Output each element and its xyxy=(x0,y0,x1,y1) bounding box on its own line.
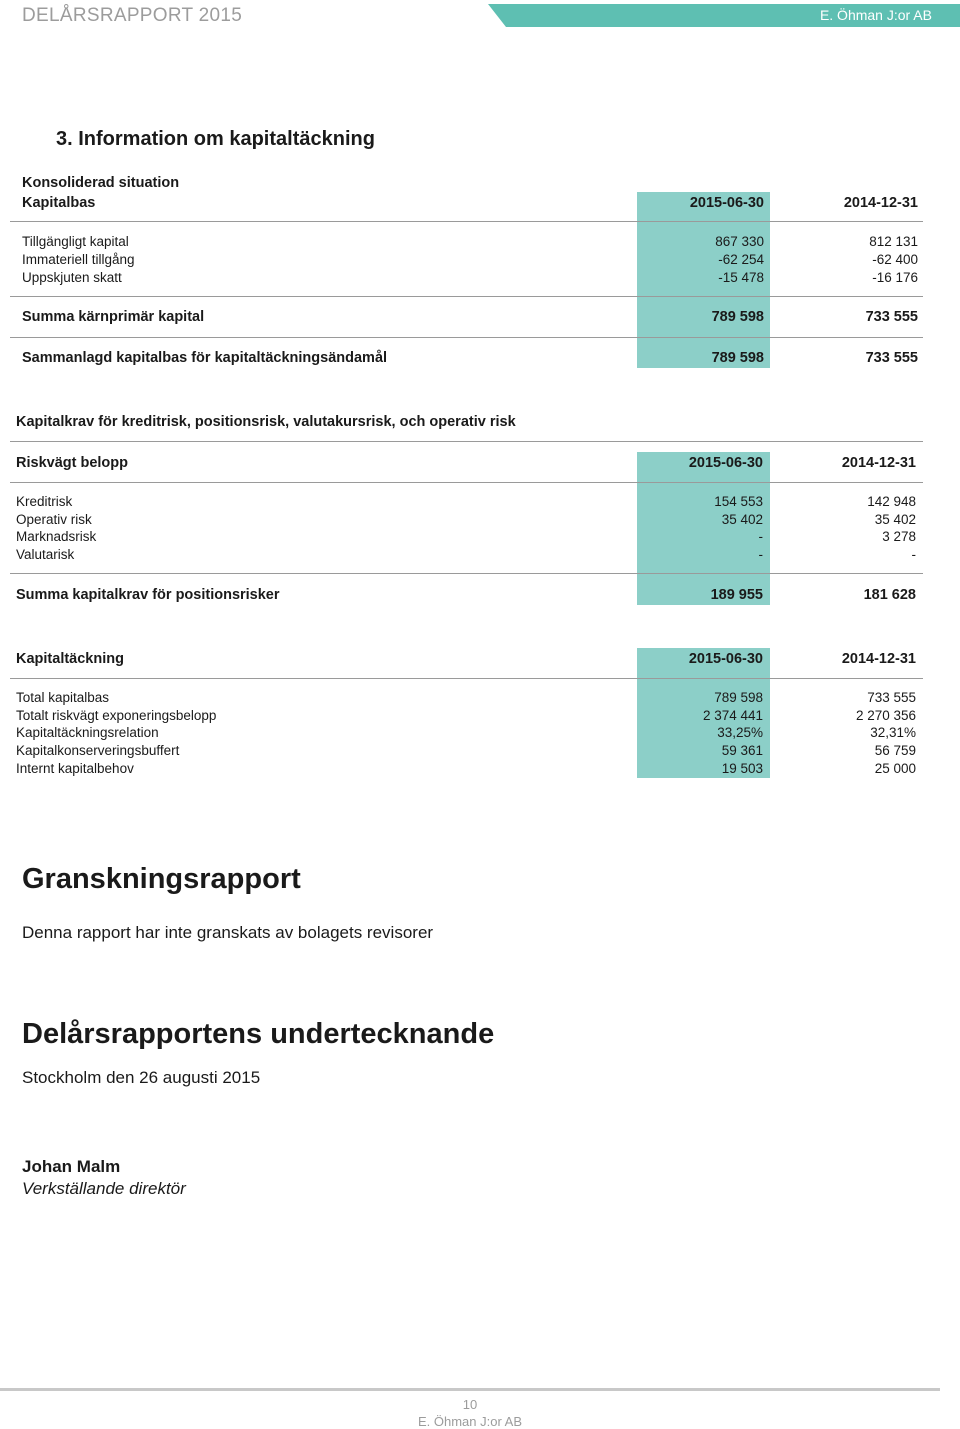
divider xyxy=(10,296,923,297)
table-cell: -15 478 xyxy=(718,270,764,285)
table-cell: 25 000 xyxy=(874,761,916,776)
table-cell: 19 503 xyxy=(721,761,763,776)
table1-sum2-label: Sammanlagd kapitalbas för kapitaltäckningsändamål xyxy=(22,350,388,366)
divider xyxy=(10,482,923,483)
divider xyxy=(10,573,923,574)
table2-sum-label: Summa kapitalkrav för positionsrisker xyxy=(16,587,280,603)
table-cell: 35 402 xyxy=(721,512,763,527)
page-number: 10 xyxy=(462,1397,478,1412)
table-cell: - xyxy=(911,547,916,562)
section-title: 3. Information om kapitaltäckning xyxy=(56,128,375,150)
table1-caption: Konsoliderad situation xyxy=(22,175,180,191)
table3-title: Kapitaltäckning xyxy=(16,651,124,667)
table-cell: 733 555 xyxy=(867,690,916,705)
table-row-label: Kreditrisk xyxy=(16,494,73,509)
table1-sum2-v1: 789 598 xyxy=(711,350,764,366)
table3-col2-header: 2014-12-31 xyxy=(841,651,916,667)
table1-title: Kapitalbas xyxy=(22,195,96,211)
table-row-label: Uppskjuten skatt xyxy=(22,270,122,285)
table-cell: 32,31% xyxy=(870,725,916,740)
report-title: DELÅRSRAPPORT 2015 xyxy=(22,5,243,26)
table-row-label: Totalt riskvägt exponeringsbelopp xyxy=(16,708,217,723)
table-row-label: Total kapitalbas xyxy=(16,690,110,705)
header-company: E. Öhman J:or AB xyxy=(819,7,932,23)
table-row-label: Kapitaltäckningsrelation xyxy=(16,725,159,740)
table2-col2-header: 2014-12-31 xyxy=(841,455,916,471)
divider xyxy=(10,441,923,442)
table-row-label: Tillgängligt kapital xyxy=(22,234,129,249)
table-cell: 812 131 xyxy=(869,234,918,249)
table-cell: 789 598 xyxy=(714,690,763,705)
table1-sum1-v1: 789 598 xyxy=(711,309,764,325)
table-cell: -16 176 xyxy=(872,270,918,285)
table-cell: -62 254 xyxy=(718,252,764,267)
table-cell: - xyxy=(758,547,763,562)
table-cell: 867 330 xyxy=(715,234,764,249)
table-row-label: Internt kapitalbehov xyxy=(16,761,134,776)
table-row-label: Marknadsrisk xyxy=(16,529,97,544)
table-cell: 56 759 xyxy=(874,743,916,758)
table2-sum-v2: 181 628 xyxy=(863,587,916,603)
divider xyxy=(10,221,923,222)
table1-sum1-label: Summa kärnprimär kapital xyxy=(22,309,205,325)
table1-col2-header: 2014-12-31 xyxy=(843,195,918,211)
table3-col1-header: 2015-06-30 xyxy=(688,651,763,667)
divider xyxy=(10,337,923,338)
signatory-name: Johan Malm xyxy=(22,1157,121,1176)
table-cell: 142 948 xyxy=(867,494,916,509)
table2-title: Riskvägt belopp xyxy=(16,455,128,471)
table-cell: 59 361 xyxy=(721,743,763,758)
table-row-label: Immateriell tillgång xyxy=(22,252,135,267)
table2-sum-v1: 189 955 xyxy=(710,587,763,603)
signing-heading: Delårsrapportens undertecknande xyxy=(22,1018,495,1050)
table-cell: 33,25% xyxy=(717,725,763,740)
table-cell: 35 402 xyxy=(874,512,916,527)
table-row-label: Valutarisk xyxy=(16,547,75,562)
divider xyxy=(10,678,923,679)
review-heading: Granskningsrapport xyxy=(22,863,301,895)
review-text: Denna rapport har inte granskats av bolagets revisorer xyxy=(22,923,434,942)
table-cell: 154 553 xyxy=(714,494,763,509)
footer-company: E. Öhman J:or AB xyxy=(417,1414,523,1429)
table2-caption: Kapitalkrav för kreditrisk, positionsrisk, valutakursrisk, och operativ risk xyxy=(16,414,516,430)
table1-sum2-v2: 733 555 xyxy=(865,350,918,366)
table-cell: -62 400 xyxy=(872,252,918,267)
table2-col1-header: 2015-06-30 xyxy=(688,455,763,471)
signatory-role: Verkställande direktör xyxy=(22,1179,186,1198)
table-row-label: Operativ risk xyxy=(16,512,92,527)
table1-col1-header: 2015-06-30 xyxy=(689,195,764,211)
table-cell: 3 278 xyxy=(882,529,916,544)
signing-place-date: Stockholm den 26 augusti 2015 xyxy=(22,1068,261,1087)
table-cell: 2 374 441 xyxy=(702,708,763,723)
table-row-label: Kapitalkonserveringsbuffert xyxy=(16,743,180,758)
table1-sum1-v2: 733 555 xyxy=(865,309,918,325)
footer-divider xyxy=(0,1388,940,1391)
table-cell: 2 270 356 xyxy=(855,708,916,723)
table-cell: - xyxy=(758,529,763,544)
